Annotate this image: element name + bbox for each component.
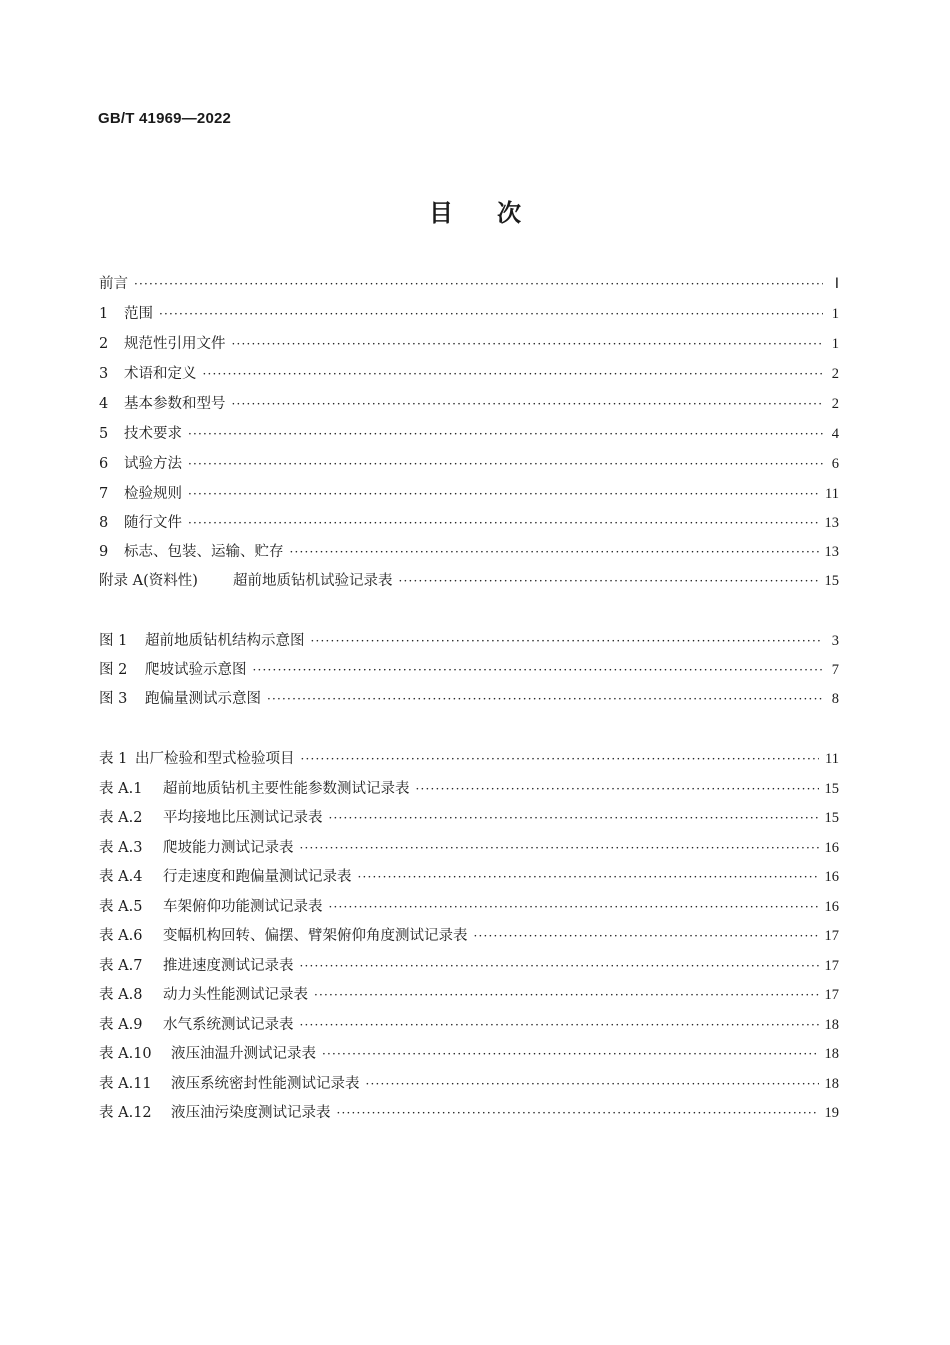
- toc-label: 检验规则: [124, 486, 182, 502]
- toc-table-entry[interactable]: [99, 895, 839, 919]
- toc-entry[interactable]: [99, 302, 839, 326]
- toc-number: 表 A.11: [99, 1075, 152, 1092]
- page-title: 目次: [429, 199, 565, 227]
- toc-entry[interactable]: [99, 511, 839, 535]
- toc-page: 18: [824, 1016, 839, 1033]
- leader-dots: [188, 482, 819, 506]
- toc-table-entry[interactable]: [99, 806, 839, 830]
- toc-label: 跑偏量测试示意图: [145, 691, 261, 707]
- leader-dots: [314, 983, 819, 1007]
- toc-page: 15: [824, 780, 839, 797]
- toc-entry[interactable]: [99, 362, 839, 386]
- toc-entry[interactable]: [99, 452, 839, 476]
- toc-page: 2: [831, 396, 839, 412]
- toc-page: 8: [831, 691, 839, 707]
- toc-number: 2: [99, 336, 109, 352]
- toc-table-entry[interactable]: [99, 924, 839, 948]
- toc-label: 液压油污染度测试记录表: [171, 1105, 331, 1121]
- toc-label: 爬坡试验示意图: [145, 662, 247, 678]
- toc-number: 7: [99, 486, 109, 502]
- toc-label: 超前地质钻机试验记录表: [233, 573, 393, 589]
- toc-entry[interactable]: [99, 422, 839, 446]
- toc-label: 超前地质钻机主要性能参数测试记录表: [163, 780, 410, 797]
- toc-number: 表 A.8: [99, 987, 143, 1003]
- toc-page: Ⅰ: [834, 276, 839, 292]
- toc-number: 图 2: [99, 662, 128, 678]
- leader-dots: [329, 806, 819, 830]
- leader-dots: [337, 1101, 819, 1125]
- toc-entry[interactable]: [99, 332, 839, 356]
- toc-number: 表 A.5: [99, 898, 143, 915]
- toc-page: 17: [824, 957, 839, 974]
- toc-number: 表 A.7: [99, 957, 143, 974]
- toc-page: 16: [824, 869, 839, 885]
- toc-page: 11: [825, 486, 839, 502]
- leader-dots: [134, 272, 823, 296]
- toc-label: 水气系统测试记录表: [163, 1016, 294, 1033]
- toc-page: 16: [824, 839, 839, 856]
- toc-label: 标志、包装、运输、贮存: [124, 544, 284, 560]
- toc-number: 5: [99, 426, 109, 442]
- toc-label: 超前地质钻机结构示意图: [145, 633, 305, 649]
- toc-label: 液压系统密封性能测试记录表: [171, 1075, 360, 1092]
- leader-dots: [188, 452, 823, 476]
- toc-number: 表 A.3: [99, 839, 143, 856]
- leader-dots: [203, 362, 824, 386]
- toc-number: 表 A.10: [99, 1046, 152, 1062]
- leader-dots: [329, 895, 819, 919]
- toc-page: 17: [824, 987, 839, 1003]
- toc-entry-foreword[interactable]: [99, 272, 839, 296]
- toc-page: 13: [824, 544, 839, 560]
- toc-page: 16: [824, 898, 839, 915]
- toc-entry[interactable]: [99, 392, 839, 416]
- toc-page: 15: [824, 810, 839, 826]
- toc-page: 3: [831, 633, 839, 649]
- toc-number: 3: [99, 366, 109, 382]
- toc-label: 液压油温升测试记录表: [171, 1046, 316, 1062]
- leader-dots: [358, 865, 819, 889]
- toc-label: 技术要求: [124, 426, 182, 442]
- toc-label: 规范性引用文件: [124, 336, 226, 352]
- toc-label: 变幅机构回转、偏摆、臂架俯仰角度测试记录表: [163, 928, 468, 944]
- toc-number: 表 A.4: [99, 869, 143, 885]
- toc-number: 9: [99, 544, 109, 560]
- toc-number: 4: [99, 396, 109, 412]
- standard-code: GB/T 41969—2022: [98, 110, 232, 127]
- toc-label: 动力头性能测试记录表: [163, 987, 308, 1003]
- toc-label: 术语和定义: [124, 366, 197, 382]
- toc-page: 11: [825, 751, 839, 767]
- toc-label: 平均接地比压测试记录表: [163, 810, 323, 826]
- leader-dots: [232, 392, 824, 416]
- leader-dots: [290, 540, 819, 564]
- toc-page: 18: [824, 1046, 839, 1062]
- toc-table-entry[interactable]: [99, 1072, 839, 1096]
- toc-table-entry[interactable]: [99, 983, 839, 1007]
- toc-figure-entry[interactable]: [99, 629, 839, 653]
- toc-number: 1: [99, 306, 109, 322]
- toc-number: 图 1: [99, 633, 128, 649]
- toc-page: 4: [831, 426, 839, 442]
- toc-entry[interactable]: [99, 482, 839, 506]
- toc-label: 试验方法: [124, 456, 182, 472]
- leader-dots: [300, 954, 819, 978]
- leader-dots: [322, 1042, 819, 1066]
- toc-page: 19: [824, 1105, 839, 1121]
- toc-number: 表 A.12: [99, 1105, 152, 1121]
- leader-dots: [159, 302, 823, 326]
- leader-dots: [301, 747, 820, 771]
- toc-number: 表 A.2: [99, 810, 143, 826]
- toc-figure-entry[interactable]: [99, 658, 839, 682]
- toc-number: 附录 A(资料性): [99, 573, 198, 589]
- toc-table-entry[interactable]: [99, 1042, 839, 1066]
- leader-dots: [311, 629, 824, 653]
- leader-dots: [188, 511, 819, 535]
- toc-page: 7: [831, 662, 839, 678]
- toc-entry-annex[interactable]: [99, 569, 839, 593]
- toc-page: 2: [831, 366, 839, 382]
- leader-dots: [253, 658, 824, 682]
- toc-label: 车架俯仰功能测试记录表: [163, 898, 323, 915]
- toc-table-entry[interactable]: [99, 1101, 839, 1125]
- toc-table-entry[interactable]: [99, 747, 839, 771]
- leader-dots: [300, 1013, 819, 1037]
- toc-page: 15: [824, 573, 839, 589]
- toc-label: 行走速度和跑偏量测试记录表: [163, 869, 352, 885]
- leader-dots: [474, 924, 819, 948]
- toc-label: 前言: [99, 276, 128, 292]
- toc-page: 13: [824, 515, 839, 531]
- toc-page: 1: [831, 336, 839, 352]
- leader-dots: [366, 1072, 819, 1096]
- toc-table-entry[interactable]: [99, 836, 839, 860]
- leader-dots: [232, 332, 824, 356]
- leader-dots: [267, 687, 823, 711]
- leader-dots: [188, 422, 823, 446]
- toc-table-entry[interactable]: [99, 1013, 839, 1037]
- toc-label: 范围: [124, 306, 153, 322]
- toc-label: 爬坡能力测试记录表: [163, 839, 294, 856]
- toc-page: 18: [824, 1075, 839, 1092]
- leader-dots: [399, 569, 819, 593]
- toc-table-entry[interactable]: [99, 777, 839, 801]
- leader-dots: [416, 777, 819, 801]
- toc-number: 图 3: [99, 691, 128, 707]
- leader-dots: [300, 836, 819, 860]
- toc-figure-entry[interactable]: [99, 687, 839, 711]
- toc-number: 表 A.6: [99, 928, 143, 944]
- toc-label: 基本参数和型号: [124, 396, 226, 412]
- toc-page: 17: [824, 928, 839, 944]
- toc-entry[interactable]: [99, 540, 839, 564]
- toc-number: 表 A.1: [99, 780, 143, 797]
- toc-number: 表 1: [99, 751, 128, 767]
- toc-label: 推进速度测试记录表: [163, 957, 294, 974]
- toc-label: 出厂检验和型式检验项目: [135, 751, 295, 767]
- toc-page: 6: [831, 456, 839, 472]
- toc-label: 随行文件: [124, 515, 182, 531]
- toc-page: 1: [831, 306, 839, 322]
- toc-table-entry[interactable]: [99, 954, 839, 978]
- toc-number: 8: [99, 515, 109, 531]
- toc-table-entry[interactable]: [99, 865, 839, 889]
- toc-number: 表 A.9: [99, 1016, 143, 1033]
- toc-number: 6: [99, 456, 109, 472]
